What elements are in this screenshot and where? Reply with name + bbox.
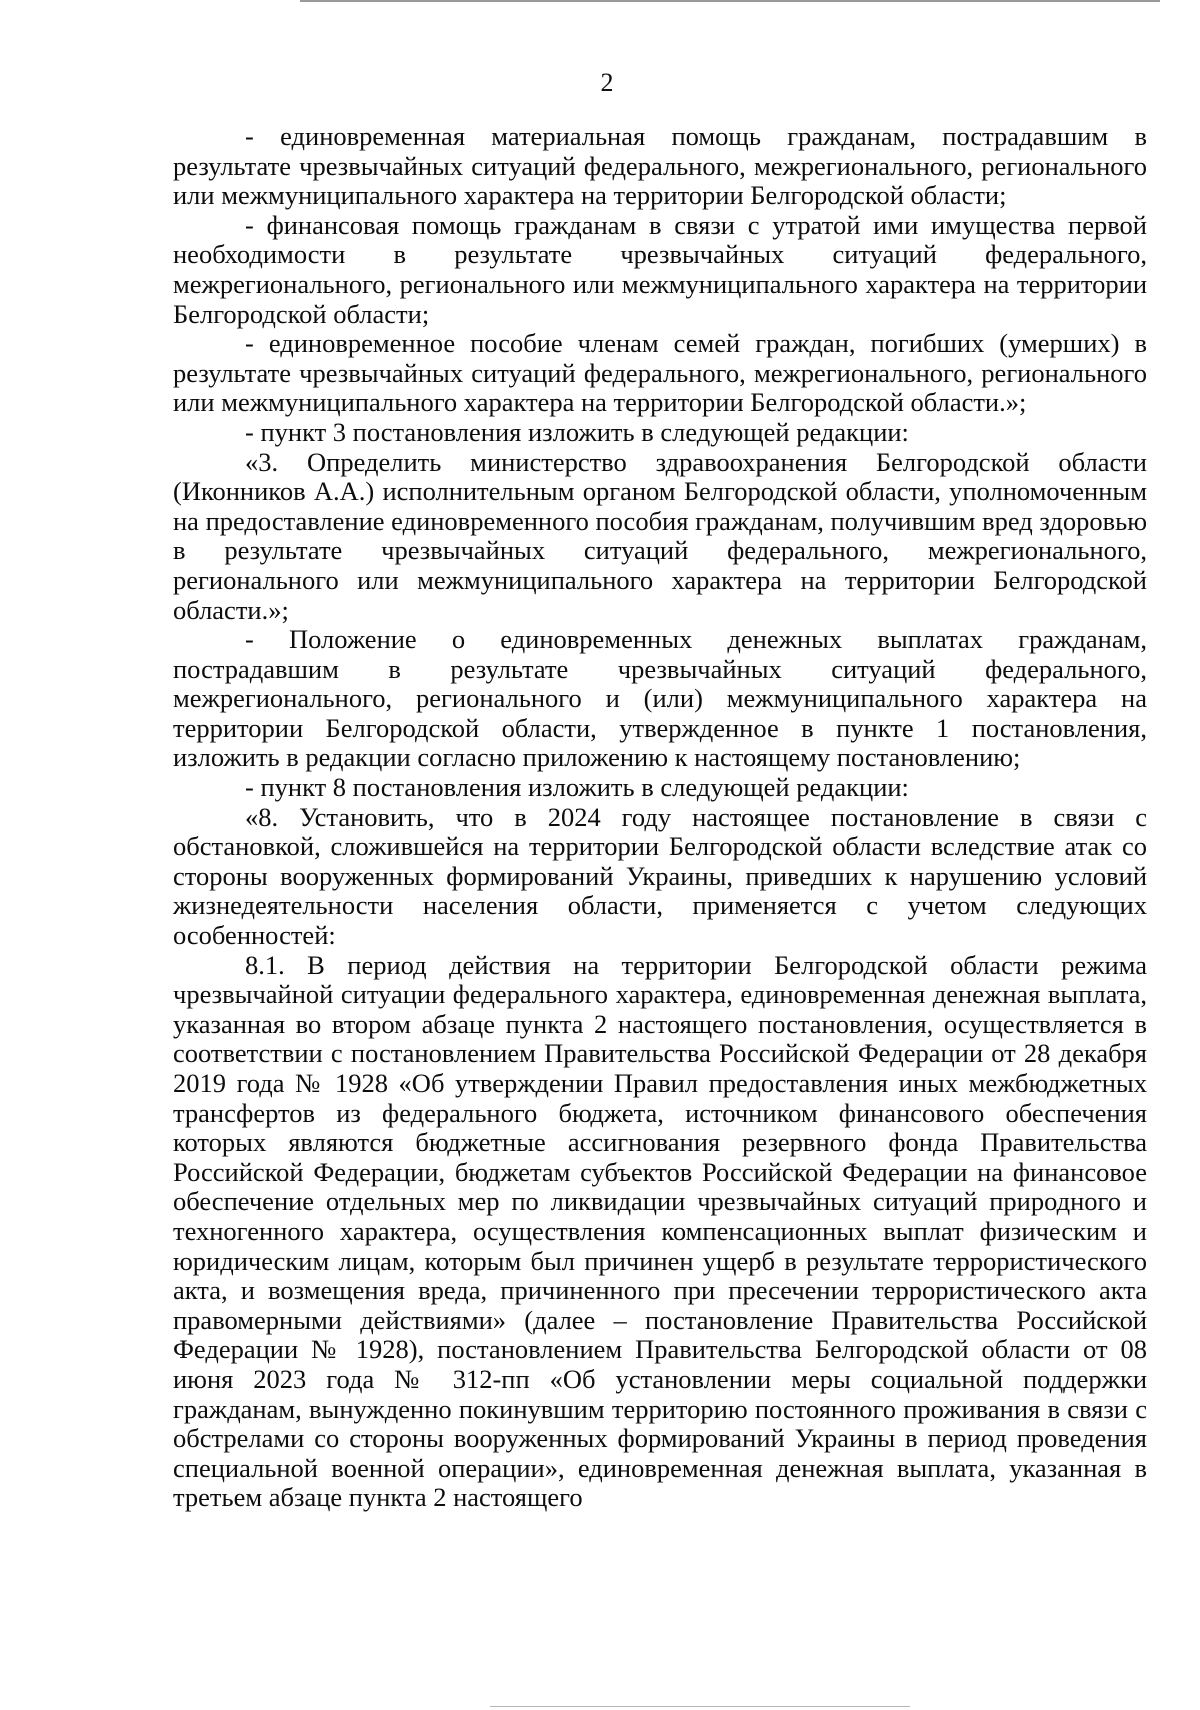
paragraph-family-allowance: - единовременное пособие членам семей граждан, погибших (умерших) в результате чрезвычайных ситуаций федерального, межрегионального, регионального или межмуниципального характера на территории Белгородской области.»;	[173, 328, 1147, 418]
scan-edge-mark-top	[300, 0, 1160, 2]
paragraph-financial-aid: - финансовая помощь гражданам в связи с утратой ими имущества первой необходимости в результате чрезвычайных ситуаций федерального, межрегионального, регионального или межмуниципального характера на территории Белгородской области;	[173, 209, 1147, 329]
page-number: 2	[600, 68, 614, 97]
paragraph-item-8-1: 8.1. В период действия на территории Белгородской области режима чрезвычайной ситуации федерального характера, единовременная денежная выплата, указанная во втором абзаце пункта 2 настоящего постановления, осуществляется в соответствии с постановлением Правительства Российской Федерации от 28 декабря 2019 года № 1928 «Об утверждении Правил предоставления иных межбюджетных трансфертов из федерального бюджета, источником финансового обеспечения которых являются бюджетные ассигнования резервного фонда Правительства Российской Федерации, бюджетам субъектов Российской Федерации на финансовое обеспечение отдельных мер по ликвидации чрезвычайных ситуаций природного и техногенного характера, осуществления компенсационных выплат физическим и юридическим лицам, которым был причинен ущерб в результате террористического акта, и возмещения вреда, причиненного при пресечении террористического акта правомерными действиями» (далее – постановление Правительства Российской Федерации № 1928), постановлением Правительства Белгородской области от 08 июня 2023 года № 312-пп «Об установлении меры социальной поддержки гражданам, вынужденно покинувшим территорию постоянного проживания в связи с обстрелами со стороны вооруженных формирований Украины в период проведения специальной военной операции», единовременная денежная выплата, указанная в третьем абзаце пункта 2 настоящего	[173, 949, 1147, 1513]
paragraph-item-8-intro: - пункт 8 постановления изложить в следующей редакции:	[245, 772, 909, 803]
document-body	[173, 122, 1147, 1513]
paragraph-item-3-text: «3. Определить министерство здравоохранения Белгородской области (Иконников А.А.) исполнительным органом Белгородской области, уполномоченным на предоставление единовременного пособия гражданам, получившим вред здоровью в результате чрезвычайных ситуаций федерального, межрегионального, регионального или межмуниципального характера на территории Белгородской области.»;	[173, 446, 1147, 625]
paragraph-item-8-text: «8. Установить, что в 2024 году настоящее постановление в связи с обстановкой, сложившейся на территории Белгородской области вследствие атак со стороны вооруженных формирований Украины, приведших к нарушению условий жизнедеятельности населения области, применяется с учетом следующих особенностей:	[173, 801, 1147, 951]
paragraph-item-3-intro: - пункт 3 постановления изложить в следующей редакции:	[245, 416, 909, 447]
paragraph-material-aid: - единовременная материальная помощь гражданам, пострадавшим в результате чрезвычайных ситуаций федерального, межрегионального, регионального или межмуниципального характера на территории Белгородской области;	[173, 121, 1147, 211]
paragraph-regulation-amendment: - Положение о единовременных денежных выплатах гражданам, пострадавшим в результате чрезвычайных ситуаций федерального, межрегионального, регионального и (или) межмуниципального характера на территории Белгородской области, утвержденное в пункте 1 постановления, изложить в редакции согласно приложению к настоящему постановлению;	[173, 624, 1147, 773]
scan-edge-mark-bottom	[490, 1706, 910, 1707]
